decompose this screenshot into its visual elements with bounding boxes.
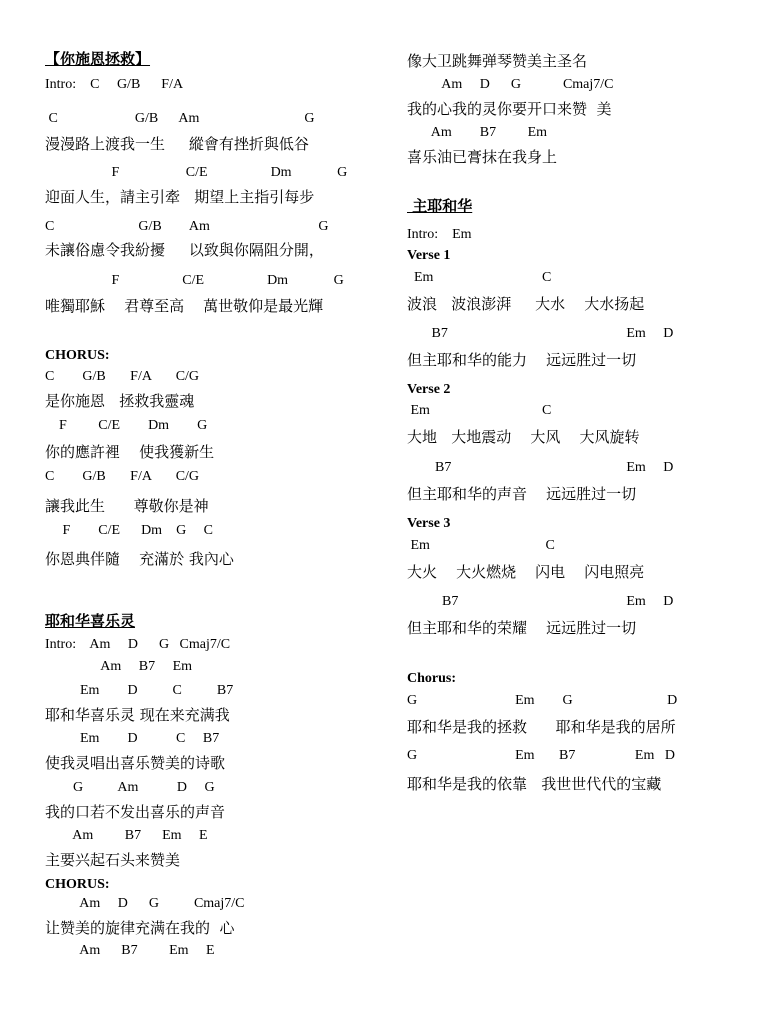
lyric-line: 波浪 波浪澎湃 大水 大水扬起: [407, 295, 645, 313]
chord-line: Am D G Cmaj7/C: [407, 77, 614, 92]
chord-line: B7 Em D: [407, 460, 674, 475]
chord-line: C G/B Am G: [45, 111, 315, 126]
lyric-line: 但主耶和华的能力 远远胜过一切: [407, 351, 637, 369]
chord-line: Am D G Cmaj7/C: [45, 896, 245, 911]
chord-line: Am B7 Em: [45, 659, 193, 674]
lyric-line: 大地 大地震动 大风 大风旋转: [407, 428, 640, 446]
chord-line: B7 Em D: [407, 326, 674, 341]
lyric-line: 我的口若不发出喜乐的声音: [45, 803, 226, 821]
chord-line: Am B7 Em E: [45, 828, 208, 843]
lyric-line: 你恩典伴隨 充滿於 我內心: [45, 550, 234, 568]
song-title: 主耶和华: [407, 197, 473, 215]
lyric-line: 是你施恩 拯救我靈魂: [45, 392, 195, 410]
section-label: Verse 1: [407, 248, 451, 263]
chord-line: F C/E Dm G: [45, 273, 344, 288]
section-label: Verse 3: [407, 516, 451, 531]
lyric-line: 耶和华是我的拯救 耶和华是我的居所: [407, 718, 676, 736]
lyric-line: 喜乐油已膏抹在我身上: [407, 148, 558, 166]
lyric-line: 未讓俗慮令我紛擾 以致與你隔阻分開，: [45, 241, 324, 259]
chord-line: Em C: [407, 270, 552, 285]
section-label: Verse 2: [407, 382, 451, 397]
section-label: CHORUS:: [45, 348, 110, 363]
lyric-line: 我的心我的灵你要开口来赞 美: [407, 100, 612, 118]
chord-line: Intro: Am D G Cmaj7/C: [45, 637, 231, 652]
lyric-line: 大火 大火燃烧 闪电 闪电照亮: [407, 563, 645, 581]
section-label: Chorus:: [407, 671, 457, 686]
chord-line: Em D C B7: [45, 731, 220, 746]
chord-line: F C/E Dm G: [45, 418, 208, 433]
chord-line: Em D C B7: [45, 683, 234, 698]
section-label: CHORUS:: [45, 877, 110, 892]
lyric-line: 讓我此生 尊敬你是神: [45, 497, 209, 515]
lyric-line: 让赞美的旋律充满在我的 心: [45, 919, 235, 937]
chord-line: Am B7 Em E: [45, 943, 215, 958]
chord-line: Intro: C G/B F/A: [45, 77, 184, 92]
chord-line: Em C: [407, 403, 552, 418]
lyric-line: 耶和华是我的依靠 我世世代代的宝藏: [407, 775, 662, 793]
chord-line: C G/B Am G: [45, 219, 329, 234]
lyric-line: 像大卫跳舞弹琴赞美主圣名: [407, 52, 588, 70]
chord-line: F C/E Dm G C: [45, 523, 214, 538]
lyric-line: 但主耶和华的声音 远远胜过一切: [407, 485, 637, 503]
lyric-line: 主要兴起石头来赞美: [45, 851, 181, 869]
chord-line: G Em G D: [407, 693, 678, 708]
lyric-line: 你的應許裡 使我獲新生: [45, 443, 215, 461]
chord-line: Intro: Em: [407, 227, 472, 242]
lyric-line: 迎面人生，請主引牽 期望上主指引每步: [45, 188, 315, 206]
chord-line: B7 Em D: [407, 594, 674, 609]
chord-line: Am B7 Em: [407, 125, 548, 140]
lyric-line: 唯獨耶穌 君尊至高 萬世敬仰是最光輝: [45, 297, 324, 315]
lyric-line: 漫漫路上渡我一生 縱會有挫折與低谷: [45, 135, 309, 153]
lyric-line: 但主耶和华的荣耀 远远胜过一切: [407, 619, 637, 637]
chord-line: C G/B F/A C/G: [45, 369, 200, 384]
chord-line: F C/E Dm G: [45, 165, 348, 180]
chord-line: G Am D G: [45, 780, 215, 795]
lyric-line: 使我灵唱出喜乐赞美的诗歌: [45, 754, 226, 772]
song-title: 耶和华喜乐灵: [45, 612, 136, 630]
lyric-line: 耶和华喜乐灵 现在来充满我: [45, 706, 230, 724]
chord-line: Em C: [407, 538, 555, 553]
chord-line: C G/B F/A C/G: [45, 469, 200, 484]
chord-line: G Em B7 Em D: [407, 748, 675, 763]
song-title: 【你施恩拯救】: [45, 50, 151, 68]
